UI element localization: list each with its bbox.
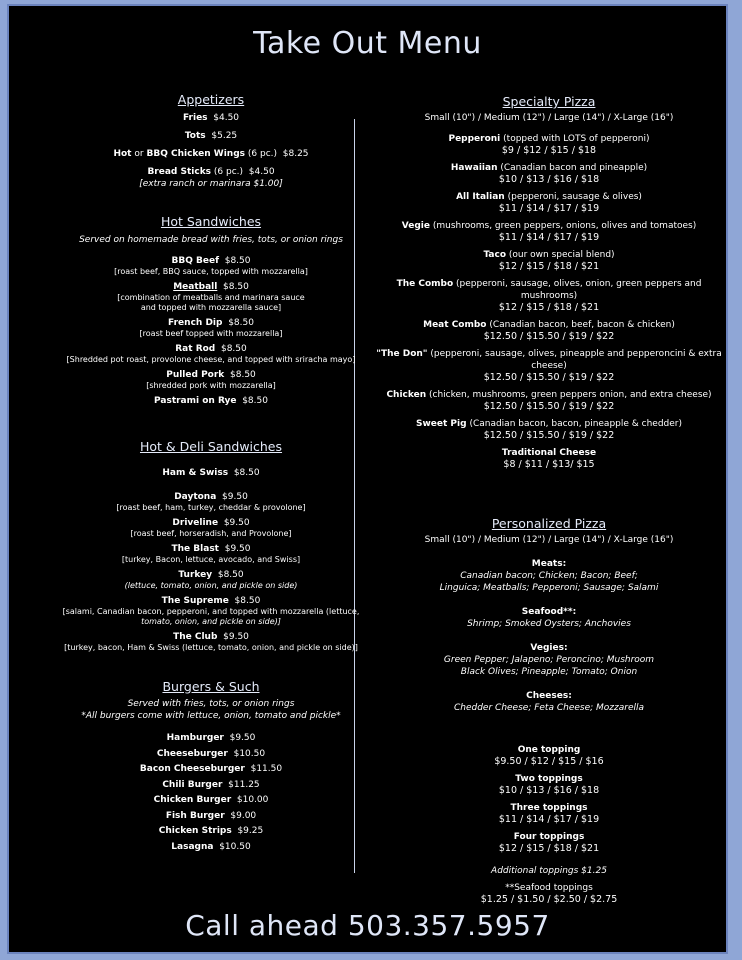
- topping-count-label: Four toppings: [513, 832, 585, 842]
- seafood-toppings-label: **Seafood toppings: [505, 883, 593, 893]
- item-price: $9 / $12 / $15 / $18: [501, 145, 597, 156]
- hot-sandwiches-heading: Hot Sandwiches: [160, 214, 262, 229]
- item-description: [roast beef, ham, turkey, cheddar & provolone]: [116, 503, 306, 512]
- topping-count-price: $10 / $13 / $16 / $18: [498, 785, 600, 796]
- item-price: $8 / $11 / $13/ $15: [503, 459, 595, 470]
- item-price: $11 / $14 / $17 / $19: [498, 232, 600, 243]
- menu-item: Turkey $8.50: [178, 570, 244, 580]
- item-price: $12.50 / $15.50 / $19 / $22: [483, 372, 615, 383]
- additional-toppings-note: Additional toppings $1.25: [491, 866, 607, 876]
- item-description: [roast beef, horseradish, and Provolone]: [130, 529, 292, 538]
- menu-title: Take Out Menu: [253, 26, 482, 61]
- right-column: [369, 94, 729, 906]
- menu-item: Chicken Strips $9.25: [158, 826, 264, 836]
- menu-item: All Italian (pepperoni, sausage & olives): [456, 192, 642, 202]
- item-description: [Shredded pot roast, provolone cheese, and topped with sriracha mayo]: [66, 355, 356, 364]
- topping-list: Chedder Cheese; Feta Cheese; Mozzarella: [453, 703, 645, 713]
- menu-item: Hamburger $9.50: [166, 733, 256, 743]
- menu-item: The Blast $9.50: [171, 544, 251, 554]
- menu-item: BBQ Beef $8.50: [171, 256, 251, 266]
- menu-item: Bread Sticks (6 pc.) $4.50: [147, 167, 275, 177]
- menu-item: Sweet Pig (Canadian bacon, bacon, pineapple & chedder): [415, 419, 683, 429]
- topping-group-label: Cheeses:: [526, 691, 572, 701]
- menu-item: The Supreme $8.50: [161, 596, 261, 606]
- item-description: [combination of meatballs and marinara sauce: [117, 293, 305, 302]
- item-price: $12.50 / $15.50 / $19 / $22: [483, 401, 615, 412]
- menu-item: Pastrami on Rye $8.50: [154, 396, 268, 406]
- item-description: [roast beef, BBQ sauce, topped with mozzarella]: [114, 267, 308, 276]
- menu-item: Vegie (mushrooms, green peppers, onions, olives and tomatoes): [401, 221, 697, 231]
- menu-item: Traditional Cheese: [501, 448, 597, 458]
- size-options: Small (10") / Medium (12") / Large (14") / X-Large (16"): [424, 535, 674, 545]
- menu-item: Chili Burger $11.25: [162, 779, 260, 790]
- item-description: [turkey, Bacon, lettuce, avocado, and Swiss]: [121, 555, 301, 564]
- topping-count-price: $12 / $15 / $18 / $21: [498, 843, 600, 854]
- item-price: $11 / $14 / $17 / $19: [498, 203, 600, 214]
- specialty-pizza-heading: Specialty Pizza: [502, 94, 596, 109]
- deli-sandwiches-heading: Hot & Deli Sandwiches: [139, 439, 283, 454]
- topping-list: Linguica; Meatballs; Pepperoni; Sausage; Salami: [439, 583, 659, 593]
- item-description: [turkey, bacon, Ham & Swiss (lettuce, tomato, onion, and pickle on side)]: [64, 643, 358, 652]
- topping-count-label: Three toppings: [510, 803, 588, 813]
- appetizers-heading: Appetizers: [177, 92, 245, 107]
- seafood-toppings-price: $1.25 / $1.50 / $2.50 / $2.75: [480, 894, 618, 905]
- topping-group-label: Meats:: [531, 559, 567, 569]
- topping-count-price: $11 / $14 / $17 / $19: [498, 814, 600, 825]
- topping-list: Black Olives; Pineapple; Tomato; Onion: [460, 667, 638, 677]
- topping-group-label: Vegies:: [530, 643, 568, 653]
- topping-count-label: Two toppings: [515, 774, 583, 784]
- menu-page: [7, 4, 728, 954]
- menu-item: Driveline $9.50: [172, 518, 250, 528]
- left-column: [51, 92, 371, 855]
- menu-item: Meat Combo (Canadian bacon, beef, bacon & chicken): [423, 320, 675, 330]
- menu-item: The Club $9.50: [173, 632, 249, 642]
- menu-item: Rat Rod $8.50: [175, 344, 247, 354]
- menu-item: "The Don" (pepperoni, sausage, olives, pineapple and pepperoncini & extra cheese): [376, 349, 722, 371]
- menu-item: The Combo (pepperoni, sausage, olives, onion, green peppers and mushrooms): [396, 279, 702, 301]
- menu-item: Fries $4.50: [182, 113, 240, 123]
- menu-item: French Dip $8.50: [168, 318, 254, 328]
- item-note: [extra ranch or marinara $1.00]: [139, 179, 283, 189]
- section-note: *All burgers come with lettuce, onion, tomato and pickle*: [81, 711, 341, 721]
- menu-item: Bacon Cheeseburger $11.50: [139, 764, 283, 774]
- item-price: $10 / $13 / $16 / $18: [498, 174, 600, 185]
- menu-item: Hawaiian (Canadian bacon and pineapple): [450, 163, 648, 173]
- item-description: [roast beef topped with mozzarella]: [139, 329, 283, 338]
- personalized-pizza-heading: Personalized Pizza: [491, 516, 607, 531]
- menu-item: Pulled Pork $8.50: [166, 370, 256, 380]
- topping-list: Green Pepper; Jalapeno; Peroncino; Mushroom: [443, 655, 655, 665]
- item-price: $12.50 / $15.50 / $19 / $22: [483, 430, 615, 441]
- section-note: Served on homemade bread with fries, tots, or onion rings: [79, 235, 343, 245]
- burgers-heading: Burgers & Such: [162, 679, 260, 694]
- item-description: tomato, onion, and pickle on side)]: [141, 617, 281, 626]
- topping-list: Canadian bacon; Chicken; Bacon; Beef;: [460, 571, 638, 581]
- menu-item: Fish Burger $9.00: [165, 810, 257, 821]
- menu-item: Pepperoni (topped with LOTS of pepperoni): [448, 134, 650, 144]
- item-description: [salami, Canadian bacon, pepperoni, and topped with mozzarella (lettuce,: [62, 607, 360, 616]
- menu-item: Chicken Burger $10.00: [153, 795, 269, 805]
- menu-item: Hot or BBQ Chicken Wings (6 pc.) $8.25: [113, 149, 309, 159]
- topping-count-label: One topping: [517, 745, 581, 755]
- menu-item: Daytona $9.50: [174, 492, 248, 502]
- menu-item: Ham & Swiss $8.50: [162, 468, 260, 478]
- item-description: (lettuce, tomato, onion, and pickle on side): [124, 581, 298, 590]
- topping-group-label: Seafood**:: [521, 607, 577, 617]
- topping-count-price: $9.50 / $12 / $15 / $16: [494, 756, 604, 767]
- menu-item: Chicken (chicken, mushrooms, green peppers onion, and extra cheese): [386, 390, 712, 400]
- menu-item: Taco (our own special blend): [483, 250, 615, 260]
- menu-item: Lasagna $10.50: [171, 841, 251, 852]
- topping-list: Shrimp; Smoked Oysters; Anchovies: [467, 619, 631, 629]
- item-description: and topped with mozzarella sauce]: [140, 303, 282, 312]
- item-price: $12.50 / $15.50 / $19 / $22: [483, 331, 615, 342]
- section-note: Served with fries, tots, or onion rings: [127, 699, 295, 709]
- menu-item: Meatball $8.50: [173, 282, 249, 292]
- menu-item: Cheeseburger $10.50: [156, 748, 266, 759]
- item-price: $12 / $15 / $18 / $21: [498, 261, 600, 272]
- size-options: Small (10") / Medium (12") / Large (14") / X-Large (16"): [424, 113, 674, 123]
- menu-item: Tots $5.25: [184, 131, 238, 141]
- item-description: [shredded pork with mozzarella]: [146, 381, 276, 390]
- item-price: $12 / $15 / $18 / $21: [498, 302, 600, 313]
- call-ahead-phone: Call ahead 503.357.5957: [185, 909, 550, 942]
